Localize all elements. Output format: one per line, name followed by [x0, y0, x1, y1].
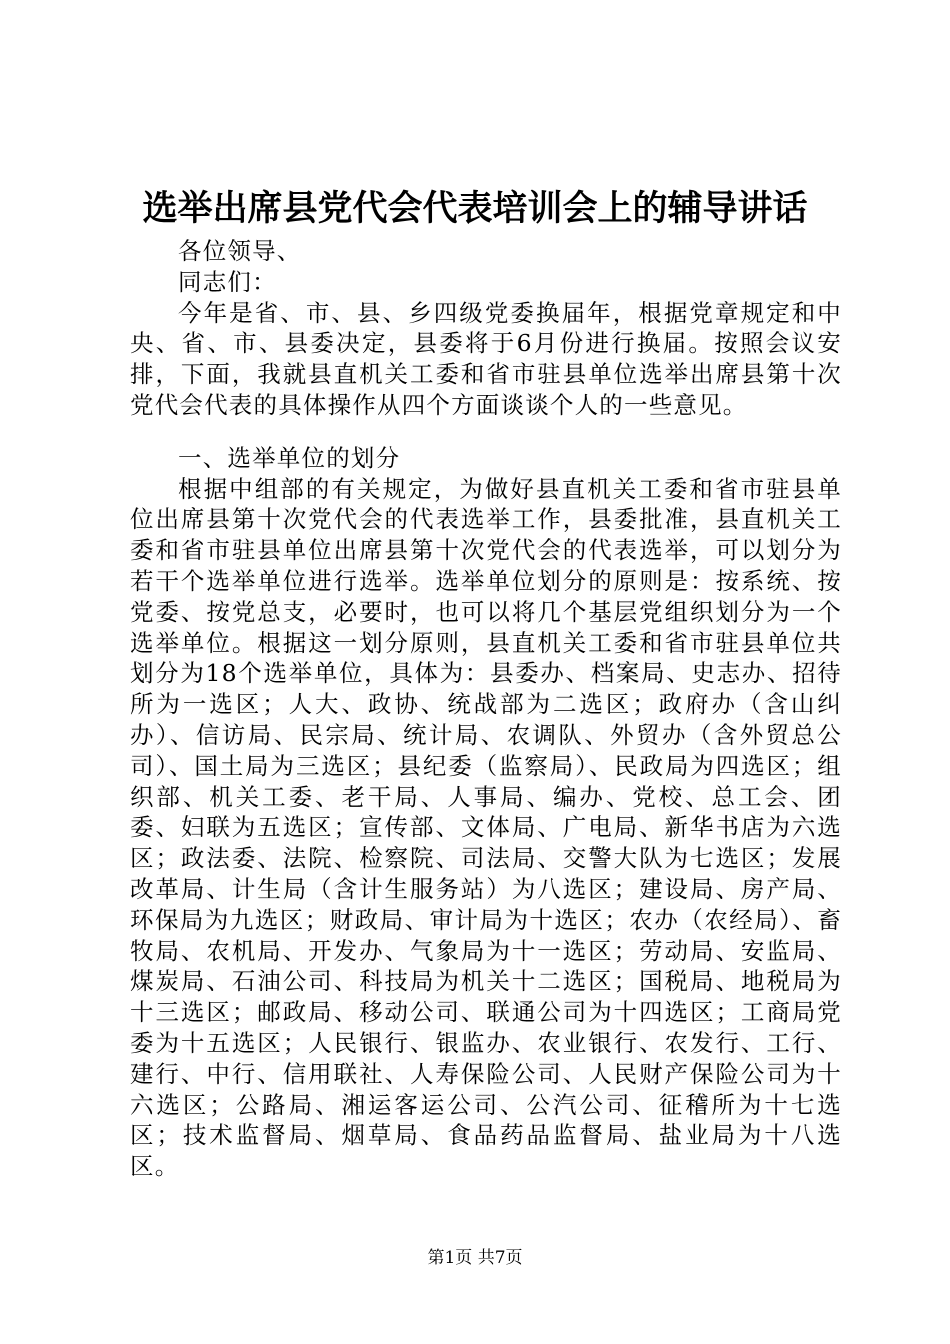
- greeting-line: 同志们：: [178, 267, 277, 296]
- greeting-line: 各位领导、: [178, 237, 302, 265]
- section-paragraph: 根据中组部的有关规定，为做好县直机关工委和省市驻县单位出席县第十次党代会的代表选举工作，县委批准，县直机关工委和省市驻县单位出席县第十次党代会的代表选举，可以划分为若干个选举单位进行选举。选举单位划分的原则是：按系统、按党委、按党总支，必要时，也可以将几个基层党组织划分为一个选举单位。根据这一划分原则，县直机关工委和省市驻县单位共划分为18个选举单位，具体为：县委办、档案局、史志办、招待所为一选区；人大、政协、统战部为二选区；政府办（含山纠办）、信访局、民宗局、统计局、农调队、外贸办（含外贸总公司）、国土局为三选区；县纪委（监察局）、民政局为四选区；组织部、机关工委、老干局、人事局、编办、党校、总工会、团委、妇联为五选区；宣传部、文体局、广电局、新华书店为六选区；政法委、法院、检察院、司法局、交警大队为七选区；发展改革局、计生局（含计生服务站）为八选区；建设局、房产局、环保局为九选区；财政局、审计局为十选区；农办（农经局）、畜牧局、农机局、开发办、气象局为十一选区；劳动局、安监局、煤炭局、石油公司、科技局为机关十二选区；国税局、地税局为十三选区；邮政局、移动公司、联通公司为十四选区；工商局党委为十五选区；人民银行、银监办、农业银行、农发行、工行、建行、中行、信用联社、人寿保险公司、人民财产保险公司为十六选区；公路局、湘运客运公司、公汽公司、征稽所为十七选区；技术监督局、烟草局、食品药品监督局、盐业局为十八选区。: [130, 474, 842, 1181]
- page-title: 选举出席县党代会代表培训会上的辅导讲话: [142, 188, 808, 229]
- document-body: [130, 236, 842, 1182]
- intro-paragraph: 今年是省、市、县、乡四级党委换届年，根据党章规定和中央、省、市、县委决定，县委将于6月份进行换届。按照会议安排，下面，我就县直机关工委和省市驻县单位选举出席县第十次党代会代表的具体操作从四个方面谈谈个人的一些意见。: [130, 298, 842, 419]
- section-heading: 一、选举单位的划分: [178, 443, 401, 472]
- page-number: 第1页 共7页: [427, 1248, 523, 1268]
